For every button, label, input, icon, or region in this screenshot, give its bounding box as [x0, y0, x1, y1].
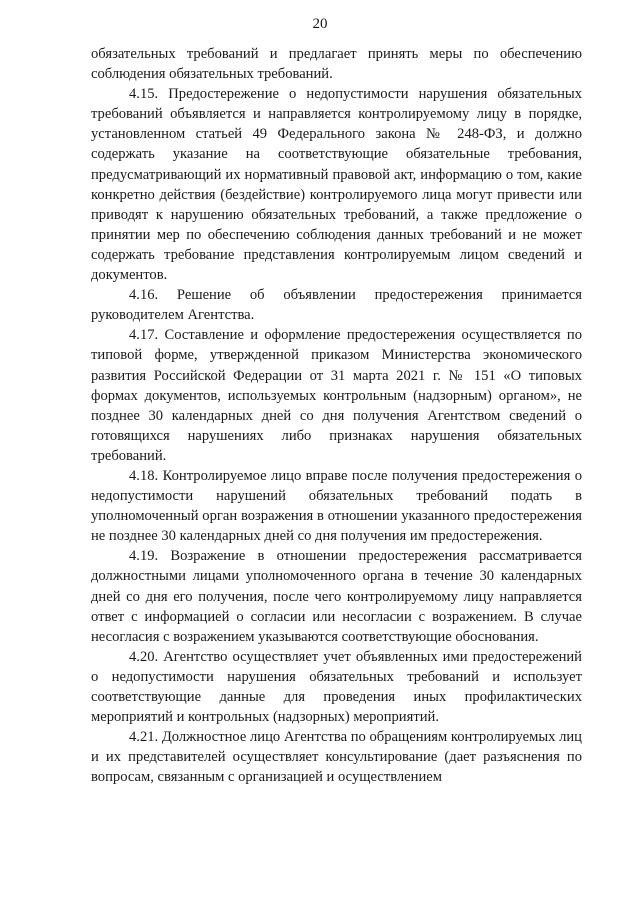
paragraph-4-19: 4.19. Возражение в отношении предостережения рассматривается должностными лицами уполномоченного органа в течение 30 календарных дней со дня его получения, после чего контролируемому лицу направляется ответ с информацией о согласии или несогласии с возражением. В случае несогласия с возражением указываются соответствующие обоснования.	[91, 548, 582, 645]
document-body	[91, 44, 582, 787]
paragraph-4-21: 4.21. Должностное лицо Агентства по обращениям контролируемых лиц и их представителей осуществляет консультирование (дает разъяснения по вопросам, связанным с организацией и осуществлением	[91, 729, 582, 786]
paragraph-continuation: обязательных требований и предлагает принять меры по обеспечению соблюдения обязательных требований.	[91, 46, 582, 83]
paragraph-4-18: 4.18. Контролируемое лицо вправе после получения предостережения о недопустимости нарушений обязательных требований подать в уполномоченный орган возражения в отношении указанного предостережения не позднее 30 календарных дней со дня получения им предостережения.	[91, 467, 582, 545]
page-number: 20	[312, 16, 328, 32]
paragraph-4-16: 4.16. Решение об объявлении предостережения принимается руководителем Агентства.	[91, 287, 582, 324]
paragraph-4-20: 4.20. Агентство осуществляет учет объявленных ими предостережений о недопустимости нарушения обязательных требований и использует соответствующие данные для проведения иных профилактических мероприятий и контрольных (надзорных) мероприятий.	[91, 648, 582, 726]
paragraph-4-15: 4.15. Предостережение о недопустимости нарушения обязательных требований объявляется и направляется контролируемому лицу в порядке, установленном статьей 49 Федерального закона № 248-ФЗ, и должно содержать указание на соответствующие обязательные требования, предусматривающий их нормативный правовой акт, информацию о том, какие конкретно действия (бездействие) контролируемого лица могут привести или приводят к нарушению обязательных требований, а также предложение о принятии мер по обеспечению соблюдения данных требований и не может содержать требование представления контролируемым лицом сведений и документов.	[91, 86, 582, 284]
paragraph-4-17: 4.17. Составление и оформление предостережения осуществляется по типовой форме, утвержденной приказом Министерства экономического развития Российской Федерации от 31 марта 2021 г. № 151 «О типовых формах документов, используемых контрольным (надзорным) органом», не позднее 30 календарных дней со дня получения Агентством сведений о готовящихся нарушениях либо признаках нарушения обязательных требований.	[91, 327, 582, 464]
